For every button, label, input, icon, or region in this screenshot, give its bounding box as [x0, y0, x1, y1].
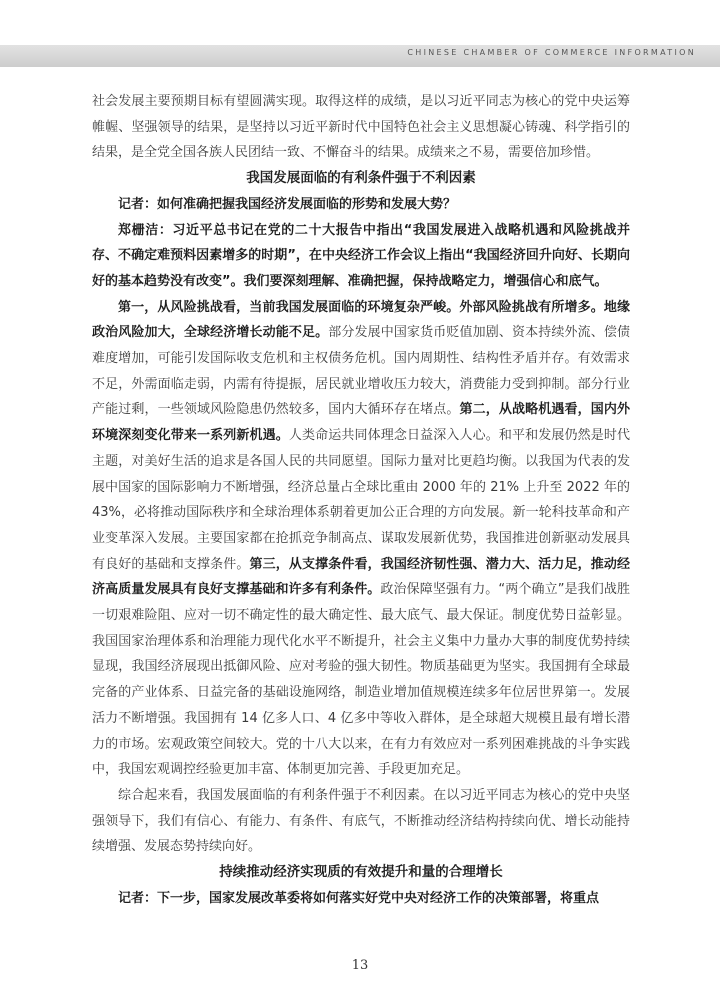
point-one-text: 部分发展中国家货币贬值加剧、资本持续外流、偿债难度增加，可能引发国际收支危机和主权债务危机。国内周期性、结构性矛盾并存。有效需求不足，外需面临走弱，内需有待提振，居民就业增收压力较大，消费能力受到抑制。部分行业产能过剩，一些领域风险隐患仍然较多，国内大循环存在堵点。: [92, 325, 630, 418]
question-text: 记者：下一步，国家发展改革委将如何落实好党中央对经济工作的决策部署，将重点: [118, 890, 600, 906]
publication-name: CHINESE CHAMBER OF COMMERCE INFORMATION: [407, 48, 696, 57]
paragraph-intro: 社会发展主要预期目标有望圆满实现。取得这样的成绩，是以习近平同志为核心的党中央运筹帷幄、坚强领导的结果，是坚持以习近平新时代中国特色社会主义思想凝心铸魂、科学指引的结果，是全党全国各族人民团结一致、不懈奋斗的结果。成绩来之不易，需要倍加珍惜。: [92, 94, 630, 161]
paragraph-summary: 综合起来看，我国发展面临的有利条件强于不利因素。在以习近平同志为核心的党中央坚强领导下，我们有信心、有能力、有条件、有底气，不断推动经济结构持续向优、增长动能持续增强、发展态势持续向好。: [92, 787, 630, 855]
point-two-text: 人类命运共同体理念日益深入人心。和平和发展仍然是时代主题，对美好生活的追求是各国人民的共同愿望。国际力量对比更趋均衡。以我国为代表的发展中国家的国际影响力不断增强，经济总量占全球比重由 2000 年的 21% 上升至 2022 年的 43%，必将推动国际秩序和全球治理体系朝着更加公正合理的方向发展。新一轮科技革命和产业变革深入发展。主要国家都在抢抓竞争制高点、谋取发展新优势，我国推进创新驱动发展具有良好的基础和支撑条件。: [92, 428, 630, 572]
answer-text: 郑栅洁：习近平总书记在党的二十大报告中指出“我国发展进入战略机遇和风险挑战并存、不确定难预料因素增多的时期”，在中央经济工作会议上指出“我国经济回升向好、长期向好的基本趋势没有改变”。我们要深刻理解、准确把握，保持战略定力，增强信心和底气。: [92, 222, 630, 289]
paragraph-three-aspects: [92, 295, 630, 783]
point-three-heading: 第三，从支撑条件看，我国经济韧性强、潜力大、活力足，推动经济高质量发展具有良好支撑基础和许多有利条件。: [92, 556, 630, 598]
section-heading-1: 我国发展面临的有利条件强于不利因素: [246, 170, 476, 187]
point-three-text: 政治保障坚强有力。“两个确立”是我们战胜一切艰难险阻、应对一切不确定性的最大确定性、最大底气、最大保证。制度优势日益彰显。我国国家治理体系和治理能力现代化水平不断提升，社会主义集中力量办大事的制度优势持续显现，我国经济展现出抵御风险、应对考验的强大韧性。物质基础更为坚实。我国拥有全球最完备的产业体系、日益完备的基础设施网络，制造业增加值规模连续多年位居世界第一。发展活力不断增强。我国拥有 14 亿多人口、4 亿多中等收入群体，是全球超大规模且最有增长潜力的市场。宏观政策空间较大。党的十八大以来，在有力有效应对一系列困难挑战的斗争实践中，我国宏观调控经验更加丰富、体制更加完善、手段更加充足。: [92, 582, 630, 778]
page-number: 13: [351, 958, 369, 973]
header-band: [0, 45, 720, 67]
reporter-question-2: [92, 886, 630, 912]
answer-1: [92, 218, 630, 295]
point-two-heading: 第二，从战略机遇看，国内外环境深刻变化带来一系列新机遇。: [92, 402, 630, 444]
question-text: 记者：如何准确把握我国经济发展面临的形势和发展大势？: [118, 196, 457, 212]
point-one-heading: 第一，从风险挑战看，当前我国发展面临的环境复杂严峻。外部风险挑战有所增多。地缘政治风险加大，全球经济增长动能不足。: [92, 299, 630, 341]
section-heading-2: 持续推动经济实现质的有效提升和量的合理增长: [219, 864, 503, 881]
article-body: [92, 89, 630, 912]
reporter-question-1: [92, 192, 630, 218]
